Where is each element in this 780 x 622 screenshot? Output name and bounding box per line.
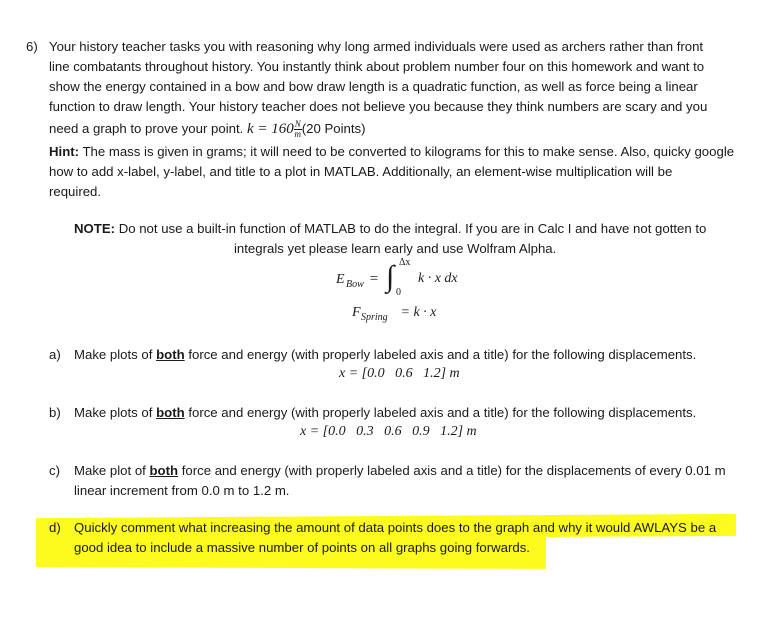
part-a-pre: Make plots of bbox=[74, 347, 157, 362]
problem-line-5-text: need a graph to prove your point. bbox=[49, 121, 247, 136]
k-unit-denominator: m bbox=[294, 129, 301, 140]
hint-line-2: how to add x-label, y-label, and title to a plot in MATLAB. Additionally, an element-wise multiplication will be bbox=[49, 164, 673, 179]
force-equation bbox=[352, 305, 472, 329]
hint-line-1 bbox=[49, 142, 734, 162]
points-label: (20 Points) bbox=[301, 121, 366, 136]
problem-line-1: Your history teacher tasks you with reasoning why long armed individuals were used as archers rather than front bbox=[49, 39, 704, 54]
part-b-text bbox=[74, 403, 696, 423]
part-a-post: force and energy (with properly labeled axis and a title) for the following displacements. bbox=[184, 347, 697, 362]
part-b-pre: Make plots of bbox=[74, 405, 157, 420]
part-d-line-2: good idea to include a massive number of points on all graphs going forwards. bbox=[74, 540, 530, 555]
k-unit-numerator: N bbox=[294, 119, 301, 130]
integral-sign: ∫ bbox=[386, 260, 395, 293]
integral-upper-limit: Δx bbox=[399, 257, 411, 268]
force-subscript: Spring bbox=[361, 312, 388, 323]
integral-lower-limit: 0 bbox=[396, 287, 401, 298]
part-b-label: b) bbox=[49, 405, 61, 420]
hint-label: Hint: bbox=[49, 144, 80, 159]
note-text-1: Do not use a built-in function of MATLAB to do the integral. If you are in Calc I and have not gotten to bbox=[115, 221, 707, 236]
k-unit-fraction bbox=[294, 120, 302, 139]
part-b-equation: x = [0.0 0.3 0.6 0.9 1.2] m bbox=[300, 424, 477, 439]
problem-line-2: line combatants throughout history. You instantly think about problem number four on this homework and want to bbox=[49, 59, 705, 74]
part-b-post: force and energy (with properly labeled axis and a title) for the following displacements. bbox=[184, 405, 697, 420]
force-lhs: F bbox=[352, 305, 361, 320]
integrand: k · x dx bbox=[418, 271, 458, 286]
part-c-post: force and energy (with properly labeled axis and a title) for the displacements of every 0.01 m bbox=[178, 463, 726, 478]
energy-subscript: Bow bbox=[346, 279, 364, 290]
part-c-pre: Make plot of bbox=[74, 463, 150, 478]
energy-lhs: E bbox=[336, 272, 345, 287]
part-a-label: a) bbox=[49, 347, 61, 362]
part-c-line-2: linear increment from 0.0 m to 1.2 m. bbox=[74, 483, 290, 498]
note-line-2: integrals yet please learn early and use Wolfram Alpha. bbox=[234, 241, 557, 256]
energy-equation bbox=[336, 257, 486, 302]
note-label: NOTE: bbox=[74, 221, 116, 236]
part-d-line-1: Quickly comment what increasing the amount of data points does to the graph and why it would AWLAYS be a bbox=[74, 520, 717, 535]
hint-line-3: required. bbox=[49, 184, 102, 199]
part-d-label: d) bbox=[49, 520, 61, 535]
part-a-bold: both bbox=[156, 347, 185, 362]
part-c-bold: both bbox=[149, 463, 179, 478]
hint-text-1: The mass is given in grams; it will need to be converted to kilograms for this to make sense. Also, quicky google bbox=[79, 144, 735, 159]
k-expression: k = 160 bbox=[246, 121, 294, 137]
note-line-1 bbox=[74, 219, 706, 239]
part-a-text bbox=[74, 345, 696, 365]
problem-line-4: function to draw length. Your history teacher does not believe you because they think numbers are scary and you bbox=[49, 99, 708, 114]
problem-line-5 bbox=[49, 117, 366, 141]
part-a-equation: x = [0.0 0.6 1.2] m bbox=[339, 366, 460, 381]
energy-equals: = bbox=[366, 271, 382, 287]
part-b-bold: both bbox=[156, 405, 185, 420]
force-rhs: = k · x bbox=[397, 305, 437, 320]
problem-number: 6) bbox=[26, 39, 38, 54]
problem-line-3: show the energy contained in a bow and bow draw length is a quadratic function, as well as force being a linear bbox=[49, 79, 698, 94]
part-c-label: c) bbox=[49, 463, 60, 478]
part-c-text bbox=[74, 461, 726, 481]
